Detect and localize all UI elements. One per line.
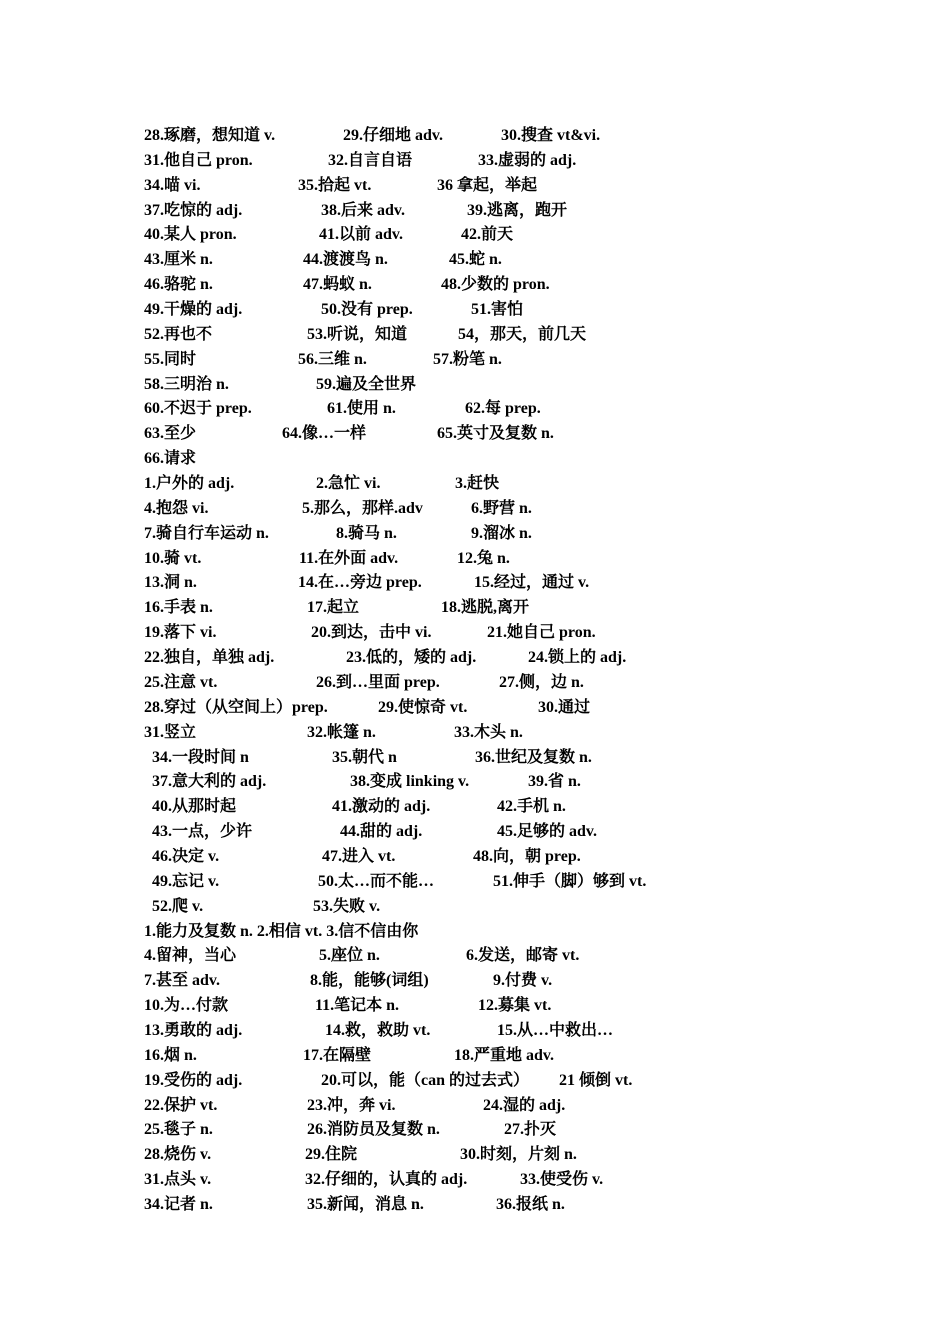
- vocab-entry: 33.虚弱的 adj.: [478, 151, 577, 169]
- vocab-line: [0, 845, 950, 869]
- vocab-entry: 48.向，朝 prep.: [473, 847, 581, 865]
- vocab-entry: 34.一段时间 n: [152, 748, 249, 766]
- vocab-entry: 1.户外的 adj.: [144, 475, 235, 493]
- vocab-entry: 11.在外面 adv.: [299, 549, 399, 567]
- vocab-entry: 47.进入 vt.: [322, 847, 396, 865]
- vocab-entry: 49.忘记 v.: [152, 872, 220, 890]
- vocab-entry: 23.冲，奔 vi.: [307, 1096, 396, 1114]
- vocab-line: [0, 870, 950, 894]
- vocab-line: [0, 223, 950, 247]
- vocab-entry: 38.变成 linking v.: [350, 773, 470, 791]
- vocab-line: [0, 1118, 950, 1142]
- vocab-entry: 24.锁上的 adj.: [528, 649, 627, 667]
- vocab-entry: 42.前天: [461, 226, 514, 244]
- vocab-entry: 32.自言自语: [328, 151, 413, 169]
- vocab-entry: 51.害怕: [471, 301, 524, 319]
- vocab-line: [0, 298, 950, 322]
- vocab-entry: 40.从那时起: [152, 798, 237, 816]
- vocab-line: [0, 671, 950, 695]
- vocab-line: [0, 721, 950, 745]
- vocab-entry: 35.新闻，消息 n.: [307, 1195, 424, 1213]
- vocab-entry: 32.帐篷 n.: [307, 723, 376, 741]
- vocab-entry: 30.通过: [538, 698, 591, 716]
- vocab-entry: 25.毯子 n.: [144, 1121, 213, 1139]
- vocab-line: [0, 547, 950, 571]
- vocab-line: [0, 621, 950, 645]
- vocab-line: [0, 969, 950, 993]
- vocab-line: [0, 497, 950, 521]
- vocab-entry: 21.她自己 pron.: [487, 624, 596, 642]
- vocab-entry: 20.可以，能（can 的过去式）: [321, 1071, 530, 1089]
- vocab-entry: 30.时刻，片刻 n.: [460, 1146, 577, 1164]
- vocab-entry: 18.逃脱,离开: [441, 599, 530, 617]
- vocab-line: [0, 596, 950, 620]
- vocab-line: [0, 895, 950, 919]
- vocab-line: [0, 397, 950, 421]
- vocab-entry: 17.起立: [307, 599, 360, 617]
- vocab-entry: 9.付费 v.: [493, 972, 553, 990]
- vocab-entry: 18.严重地 adv.: [454, 1046, 555, 1064]
- vocab-line: [0, 472, 950, 496]
- vocab-entry: 19.落下 vi.: [144, 624, 217, 642]
- vocab-entry: 56.三维 n.: [298, 350, 367, 368]
- vocab-entry: 36.世纪及复数 n.: [475, 748, 592, 766]
- vocab-line: [0, 422, 950, 446]
- vocab-line: [0, 1193, 950, 1217]
- vocab-entry: 50.没有 prep.: [321, 301, 413, 319]
- vocab-entry: 40.某人 pron.: [144, 226, 237, 244]
- vocab-entry: 33.使受伤 v.: [520, 1171, 604, 1189]
- vocab-entry: 14.在…旁边 prep.: [298, 574, 422, 592]
- vocab-entry: 1.能力及复数 n. 2.相信 vt. 3.信不信由你: [144, 922, 419, 940]
- vocab-entry: 51.伸手（脚）够到 vt.: [493, 872, 647, 890]
- vocab-entry: 45.足够的 adv.: [497, 823, 598, 841]
- vocab-entry: 2.急忙 vi.: [316, 475, 381, 493]
- vocab-line: [0, 920, 950, 944]
- vocab-entry: 29.住院: [305, 1146, 358, 1164]
- vocab-entry: 22.保护 vt.: [144, 1096, 218, 1114]
- vocab-entry: 39.省 n.: [528, 773, 581, 791]
- vocab-entry: 16.烟 n.: [144, 1046, 197, 1064]
- vocab-line: [0, 746, 950, 770]
- vocab-entry: 16.手表 n.: [144, 599, 213, 617]
- vocab-entry: 55.同时: [144, 350, 197, 368]
- vocab-entry: 53.失败 v.: [313, 897, 381, 915]
- vocab-line: [0, 1143, 950, 1167]
- vocab-entry: 43.一点，少许: [152, 823, 253, 841]
- vocab-entry: 20.到达，击中 vi.: [311, 624, 432, 642]
- vocab-entry: 39.逃离，跑开: [467, 201, 568, 219]
- vocab-entry: 62.每 prep.: [465, 400, 541, 418]
- vocab-entry: 33.木头 n.: [454, 723, 523, 741]
- vocab-entry: 12.兔 n.: [457, 549, 510, 567]
- vocab-line: [0, 1019, 950, 1043]
- vocab-line: [0, 273, 950, 297]
- vocab-entry: 65.英寸及复数 n.: [437, 425, 554, 443]
- vocab-entry: 36 拿起，举起: [437, 176, 538, 194]
- vocab-entry: 34.喵 vi.: [144, 176, 201, 194]
- vocab-entry: 10.为…付款: [144, 997, 229, 1015]
- vocab-entry: 4.留神，当心: [144, 947, 237, 965]
- vocab-entry: 31.竖立: [144, 723, 197, 741]
- vocab-entry: 17.在隔壁: [303, 1046, 372, 1064]
- vocab-entry: 27.侧，边 n.: [499, 673, 584, 691]
- vocab-entry: 13.勇敢的 adj.: [144, 1021, 243, 1039]
- vocab-entry: 29.仔细地 adv.: [343, 127, 444, 144]
- vocab-entry: 6.发送，邮寄 vt.: [466, 947, 580, 965]
- vocab-entry: 64.像…一样: [282, 425, 367, 443]
- vocab-entry: 60.不迟于 prep.: [144, 400, 252, 418]
- vocab-entry: 8.能，能够(词组): [310, 972, 429, 990]
- vocab-entry: 37.吃惊的 adj.: [144, 201, 243, 219]
- vocab-line: [0, 124, 950, 148]
- vocab-entry: 26.到…里面 prep.: [316, 673, 440, 691]
- vocab-entry: 7.骑自行车运动 n.: [144, 524, 269, 542]
- vocab-line: [0, 795, 950, 819]
- vocab-entry: 15.经过，通过 v.: [474, 574, 590, 592]
- vocab-entry: 27.扑灭: [504, 1121, 557, 1139]
- vocab-line: [0, 994, 950, 1018]
- vocab-line: [0, 944, 950, 968]
- vocab-entry: 54，那天，前几天: [458, 325, 587, 343]
- vocab-entry: 31.他自己 pron.: [144, 151, 253, 169]
- vocab-entry: 58.三明治 n.: [144, 375, 229, 393]
- vocab-line: [0, 248, 950, 272]
- vocab-entry: 31.点头 v.: [144, 1171, 212, 1189]
- vocab-entry: 9.溜冰 n.: [471, 524, 532, 542]
- vocab-entry: 32.仔细的，认真的 adj.: [305, 1171, 468, 1189]
- vocab-line: [0, 199, 950, 223]
- vocab-entry: 19.受伤的 adj.: [144, 1071, 243, 1089]
- vocab-entry: 44.甜的 adj.: [340, 823, 423, 841]
- vocab-line: [0, 571, 950, 595]
- vocab-entry: 42.手机 n.: [497, 798, 566, 816]
- vocab-entry: 22.独自，单独 adj.: [144, 649, 275, 667]
- vocab-line: [0, 522, 950, 546]
- vocab-entry: 13.洞 n.: [144, 574, 197, 592]
- vocab-line: [0, 1069, 950, 1093]
- vocab-entry: 4.抱怨 vi.: [144, 499, 209, 517]
- vocab-entry: 53.听说，知道: [307, 325, 408, 343]
- vocab-entry: 41.以前 adv.: [319, 226, 404, 244]
- vocab-entry: 52.再也不: [144, 325, 213, 343]
- vocab-line: [0, 323, 950, 347]
- vocab-entry: 23.低的，矮的 adj.: [346, 649, 477, 667]
- vocab-line: [0, 1094, 950, 1118]
- vocab-entry: 11.笔记本 n.: [315, 997, 400, 1015]
- vocab-entry: 52.爬 v.: [152, 897, 204, 915]
- vocab-entry: 41.激动的 adj.: [332, 798, 431, 816]
- vocab-entry: 8.骑马 n.: [336, 524, 397, 542]
- vocab-entry: 5.那么，那样.adv: [302, 499, 423, 517]
- vocab-entry: 10.骑 vt.: [144, 549, 202, 567]
- vocab-line: [0, 1044, 950, 1068]
- vocab-entry: 34.记者 n.: [144, 1195, 213, 1213]
- vocab-entry: 48.少数的 pron.: [441, 276, 550, 294]
- vocab-entry: 3.赶快: [455, 475, 500, 493]
- vocab-line: [0, 1168, 950, 1192]
- vocab-entry: 45.蛇 n.: [449, 251, 502, 269]
- vocab-line: [0, 646, 950, 670]
- vocab-entry: 5.座位 n.: [319, 947, 380, 965]
- vocab-entry: 7.甚至 adv.: [144, 972, 221, 990]
- vocab-entry: 49.干燥的 adj.: [144, 301, 243, 319]
- vocab-entry: 47.蚂蚁 n.: [303, 276, 372, 294]
- vocab-line: [0, 149, 950, 173]
- vocab-entry: 35.拾起 vt.: [298, 176, 372, 194]
- vocab-entry: 36.报纸 n.: [496, 1195, 565, 1213]
- vocab-line: [0, 820, 950, 844]
- vocab-entry: 26.消防员及复数 n.: [307, 1121, 440, 1139]
- vocab-entry: 46.决定 v.: [152, 847, 220, 865]
- vocab-entry: 38.后来 adv.: [321, 201, 406, 219]
- vocab-entry: 43.厘米 n.: [144, 251, 213, 269]
- vocab-entry: 29.使惊奇 vt.: [378, 698, 468, 716]
- vocab-entry: 63.至少: [144, 425, 197, 443]
- vocab-entry: 37.意大利的 adj.: [152, 773, 267, 791]
- vocab-entry: 30.搜查 vt&vi.: [501, 127, 601, 144]
- vocab-entry: 28.穿过（从空间上）prep.: [144, 698, 328, 716]
- vocab-entry: 14.救，救助 vt.: [325, 1021, 431, 1039]
- vocab-entry: 46.骆驼 n.: [144, 276, 213, 294]
- vocab-entry: 61.使用 n.: [327, 400, 396, 418]
- vocab-entry: 12.募集 vt.: [478, 997, 552, 1015]
- vocab-entry: 21 倾倒 vt.: [559, 1071, 633, 1089]
- vocab-line: [0, 348, 950, 372]
- vocab-entry: 28.烧伤 v.: [144, 1146, 212, 1164]
- vocab-entry: 66.请求: [144, 450, 197, 468]
- vocab-entry: 25.注意 vt.: [144, 673, 218, 691]
- vocab-entry: 50.太…而不能…: [318, 872, 435, 890]
- vocab-entry: 15.从…中救出…: [497, 1021, 614, 1039]
- vocab-line: [0, 174, 950, 198]
- vocab-entry: 44.渡渡鸟 n.: [303, 251, 388, 269]
- vocab-entry: 35.朝代 n: [332, 748, 397, 766]
- vocab-entry: 59.遍及全世界: [316, 375, 417, 393]
- vocab-line: [0, 373, 950, 397]
- vocab-line: [0, 447, 950, 471]
- vocab-entry: 28.琢磨，想知道 v.: [144, 127, 276, 144]
- vocab-line: [0, 696, 950, 720]
- vocab-entry: 57.粉笔 n.: [433, 350, 502, 368]
- vocab-line: [0, 770, 950, 794]
- vocab-entry: 6.野营 n.: [471, 499, 532, 517]
- vocab-entry: 24.湿的 adj.: [483, 1096, 566, 1114]
